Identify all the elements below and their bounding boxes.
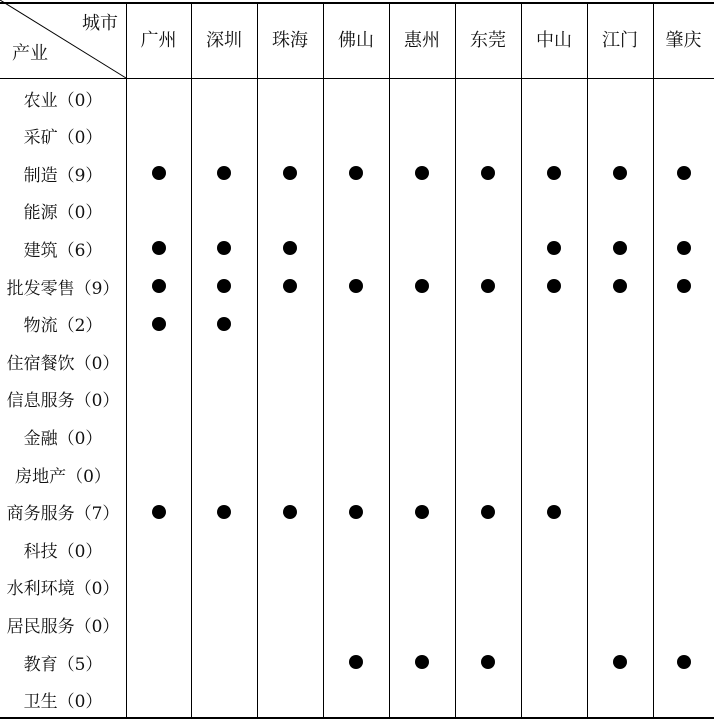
table-row	[0, 118, 714, 154]
presence-dot	[152, 279, 166, 293]
industry-label: 水利环境（0）	[6, 579, 120, 600]
presence-dot	[349, 166, 363, 180]
industry-label: 卫生（0）	[23, 692, 103, 713]
presence-dot	[217, 279, 231, 293]
industry-label: 物流（2）	[23, 316, 103, 337]
industry-label: 能源（0）	[23, 203, 103, 224]
presence-dot	[217, 166, 231, 180]
table-row	[0, 193, 714, 229]
city-header: 惠州	[404, 30, 440, 51]
industry-label: 信息服务（0）	[6, 391, 120, 412]
presence-dot	[613, 166, 627, 180]
presence-dot	[152, 166, 166, 180]
presence-dot	[152, 241, 166, 255]
table-row	[0, 268, 714, 304]
industry-label: 科技（0）	[23, 541, 103, 562]
presence-dot	[415, 505, 429, 519]
industry-label: 居民服务（0）	[6, 616, 120, 637]
presence-dot	[547, 166, 561, 180]
presence-dot	[481, 166, 495, 180]
presence-dot	[283, 241, 297, 255]
table-row	[0, 80, 714, 116]
city-header: 广州	[140, 30, 177, 51]
presence-dot	[349, 655, 363, 669]
industry-label: 教育（5）	[23, 654, 103, 675]
presence-dot	[613, 241, 627, 255]
table-row	[0, 494, 714, 530]
city-header: 佛山	[338, 30, 374, 51]
table-row	[0, 606, 714, 642]
presence-dot	[415, 166, 429, 180]
city-header: 江门	[602, 30, 638, 51]
industry-label: 制造（9）	[23, 165, 103, 186]
city-header: 东莞	[470, 30, 506, 51]
table-row	[0, 155, 714, 191]
industry-label: 采矿（0）	[23, 128, 103, 149]
presence-dot	[152, 317, 166, 331]
table-row	[0, 569, 714, 605]
table-row	[0, 381, 714, 417]
industry-label: 农业（0）	[23, 90, 103, 111]
presence-dot	[547, 241, 561, 255]
table-row	[0, 682, 714, 718]
table-row	[0, 230, 714, 266]
presence-dot	[283, 166, 297, 180]
industry-label: 建筑（6）	[23, 240, 103, 261]
presence-dot	[613, 279, 627, 293]
presence-dot	[217, 241, 231, 255]
city-header: 肇庆	[665, 30, 702, 51]
presence-dot	[677, 166, 691, 180]
presence-dot	[349, 279, 363, 293]
presence-dot	[613, 655, 627, 669]
city-header: 中山	[536, 30, 572, 51]
industry-label: 房地产（0）	[15, 466, 111, 487]
industry-label: 商务服务（7）	[6, 504, 120, 525]
presence-dot	[677, 655, 691, 669]
table-row	[0, 531, 714, 567]
presence-dot	[547, 505, 561, 519]
presence-dot	[152, 505, 166, 519]
corner-header-city: 城市	[82, 13, 118, 34]
city-header: 珠海	[272, 30, 308, 51]
presence-dot	[481, 279, 495, 293]
presence-dot	[217, 505, 231, 519]
presence-dot	[547, 279, 561, 293]
presence-dot	[283, 279, 297, 293]
presence-dot	[415, 279, 429, 293]
table-row	[0, 418, 714, 454]
presence-dot	[677, 279, 691, 293]
industry-label: 批发零售（9）	[6, 278, 120, 299]
presence-dot	[283, 505, 297, 519]
table-row	[0, 343, 714, 379]
table-row	[0, 644, 714, 680]
industry-label: 金融（0）	[23, 428, 103, 449]
corner-header-industry: 产业	[12, 43, 48, 64]
city-header: 深圳	[206, 30, 242, 51]
presence-dot	[481, 655, 495, 669]
table-row	[0, 306, 714, 342]
presence-dot	[217, 317, 231, 331]
presence-dot	[415, 655, 429, 669]
corner-diagonal-line	[0, 0, 127, 79]
industry-label: 住宿餐饮（0）	[6, 353, 120, 374]
table-row	[0, 456, 714, 492]
presence-dot	[481, 505, 495, 519]
header-rule	[0, 78, 714, 79]
presence-dot	[677, 241, 691, 255]
presence-dot	[349, 505, 363, 519]
